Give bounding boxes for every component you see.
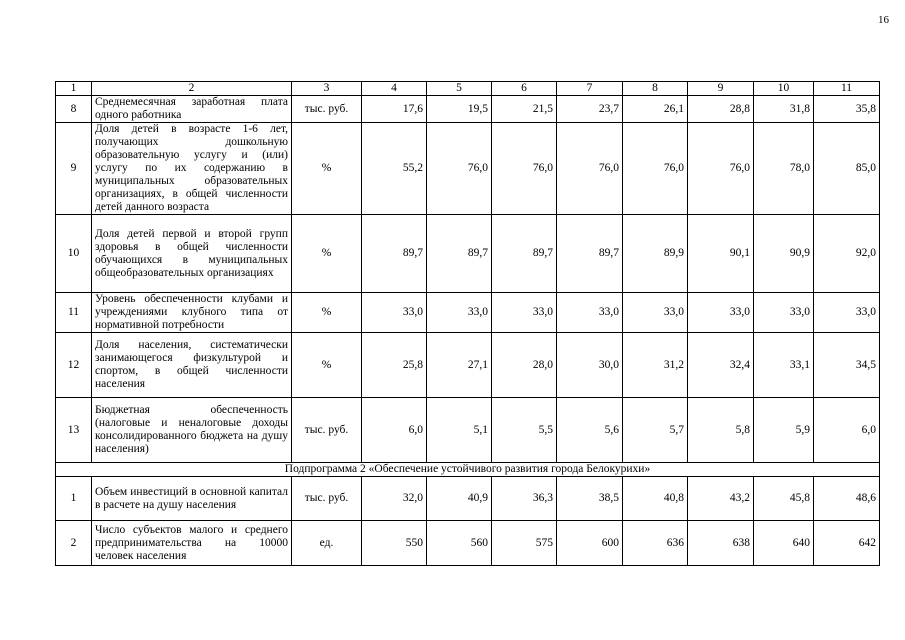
value-cell: 90,9 [754,215,814,293]
value-cell: 48,6 [814,477,880,521]
indicator-name: Уровень обеспеченности клубами и учреждениями клубного типа от нормативной потребности [92,293,292,333]
value-cell: 25,8 [362,333,427,398]
value-cell: 89,7 [362,215,427,293]
value-cell: 40,9 [427,477,492,521]
indicators-table [55,81,880,566]
unit-cell: % [292,215,362,293]
value-cell: 32,0 [362,477,427,521]
value-cell: 55,2 [362,123,427,215]
value-cell: 31,8 [754,96,814,123]
table-row [56,215,880,293]
table-row [56,477,880,521]
value-cell: 636 [623,521,688,566]
value-cell: 76,0 [492,123,557,215]
row-index: 10 [56,215,92,293]
value-cell: 5,8 [688,398,754,463]
header-cell: 7 [557,82,623,96]
value-cell: 638 [688,521,754,566]
value-cell: 76,0 [688,123,754,215]
table-row [56,333,880,398]
header-cell: 2 [92,82,292,96]
header-cell: 1 [56,82,92,96]
unit-cell: тыс. руб. [292,96,362,123]
value-cell: 90,1 [688,215,754,293]
value-cell: 640 [754,521,814,566]
value-cell: 89,7 [427,215,492,293]
value-cell: 33,0 [814,293,880,333]
value-cell: 89,9 [623,215,688,293]
table-row [56,123,880,215]
value-cell: 89,7 [557,215,623,293]
value-cell: 33,0 [492,293,557,333]
unit-cell: % [292,293,362,333]
row-index: 1 [56,477,92,521]
value-cell: 19,5 [427,96,492,123]
header-cell: 8 [623,82,688,96]
value-cell: 5,7 [623,398,688,463]
indicator-name: Доля детей в возрасте 1-6 лет, получающих дошкольную образовательную услугу и (или) услугу по их содержанию в муниципальных образовательных организациях, в общей численности детей данного возраста [92,123,292,215]
value-cell: 33,0 [427,293,492,333]
header-cell: 9 [688,82,754,96]
value-cell: 6,0 [362,398,427,463]
value-cell: 35,8 [814,96,880,123]
value-cell: 36,3 [492,477,557,521]
value-cell: 89,7 [492,215,557,293]
header-row [56,82,880,96]
value-cell: 33,0 [623,293,688,333]
value-cell: 33,0 [688,293,754,333]
value-cell: 33,1 [754,333,814,398]
value-cell: 45,8 [754,477,814,521]
row-index: 8 [56,96,92,123]
table-row [56,398,880,463]
value-cell: 550 [362,521,427,566]
value-cell: 30,0 [557,333,623,398]
page-number: 16 [878,14,889,26]
indicator-name: Доля населения, систематически занимающегося физкультурой и спортом, в общей численности населения [92,333,292,398]
indicator-name: Доля детей первой и второй групп здоровья в общей численности обучающихся в муниципальных общеобразовательных организациях [92,215,292,293]
indicator-name: Бюджетная обеспеченность (налоговые и неналоговые доходы консолидированного бюджета на душу населения) [92,398,292,463]
unit-cell: ед. [292,521,362,566]
value-cell: 34,5 [814,333,880,398]
value-cell: 33,0 [754,293,814,333]
value-cell: 642 [814,521,880,566]
value-cell: 76,0 [557,123,623,215]
subprogram-title: Подпрограмма 2 «Обеспечение устойчивого развития города Белокурихи» [56,463,880,477]
unit-cell: тыс. руб. [292,398,362,463]
value-cell: 28,8 [688,96,754,123]
indicator-name: Среднемесячная заработная плата одного работника [92,96,292,123]
value-cell: 33,0 [557,293,623,333]
row-index: 11 [56,293,92,333]
header-cell: 4 [362,82,427,96]
value-cell: 5,6 [557,398,623,463]
value-cell: 600 [557,521,623,566]
value-cell: 28,0 [492,333,557,398]
value-cell: 85,0 [814,123,880,215]
value-cell: 23,7 [557,96,623,123]
subprogram-row [56,463,880,477]
indicator-name: Объем инвестиций в основной капитал в расчете на душу населения [92,477,292,521]
value-cell: 17,6 [362,96,427,123]
value-cell: 43,2 [688,477,754,521]
header-cell: 5 [427,82,492,96]
value-cell: 76,0 [623,123,688,215]
value-cell: 5,9 [754,398,814,463]
header-cell: 6 [492,82,557,96]
header-cell: 10 [754,82,814,96]
value-cell: 40,8 [623,477,688,521]
value-cell: 31,2 [623,333,688,398]
value-cell: 26,1 [623,96,688,123]
table-row [56,521,880,566]
value-cell: 5,1 [427,398,492,463]
value-cell: 78,0 [754,123,814,215]
value-cell: 560 [427,521,492,566]
table-row [56,293,880,333]
value-cell: 27,1 [427,333,492,398]
value-cell: 76,0 [427,123,492,215]
value-cell: 92,0 [814,215,880,293]
header-cell: 11 [814,82,880,96]
value-cell: 33,0 [362,293,427,333]
unit-cell: % [292,333,362,398]
indicator-name: Число субъектов малого и среднего предпринимательства на 10000 человек населения [92,521,292,566]
row-index: 2 [56,521,92,566]
unit-cell: % [292,123,362,215]
value-cell: 5,5 [492,398,557,463]
value-cell: 21,5 [492,96,557,123]
unit-cell: тыс. руб. [292,477,362,521]
value-cell: 32,4 [688,333,754,398]
value-cell: 6,0 [814,398,880,463]
header-cell: 3 [292,82,362,96]
row-index: 13 [56,398,92,463]
value-cell: 575 [492,521,557,566]
value-cell: 38,5 [557,477,623,521]
row-index: 12 [56,333,92,398]
row-index: 9 [56,123,92,215]
table-row [56,96,880,123]
